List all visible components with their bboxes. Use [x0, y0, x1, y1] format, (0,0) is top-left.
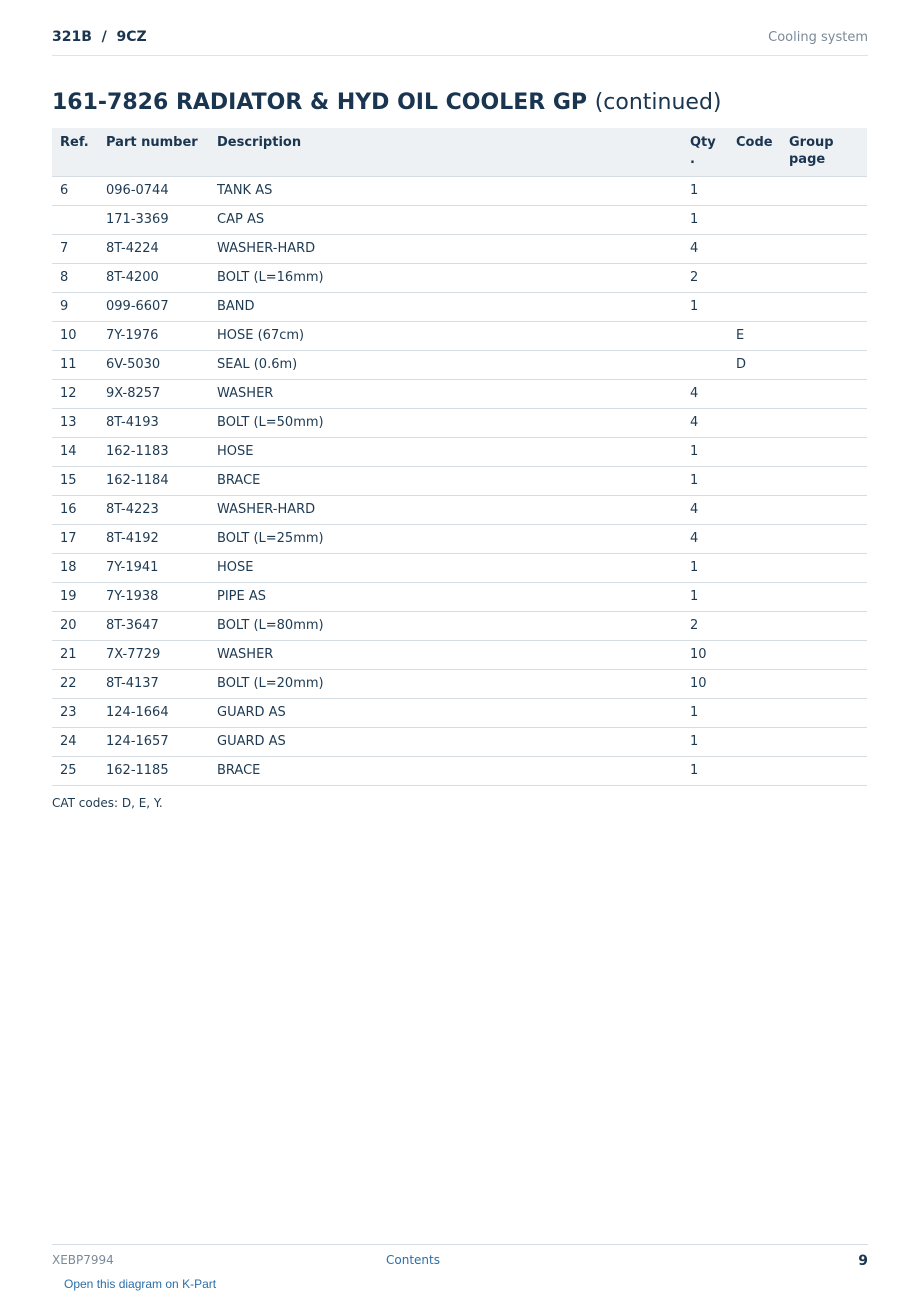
cell-ref: 16 — [52, 496, 98, 525]
cell-description: BOLT (L=16mm) — [209, 264, 682, 293]
cell-part-number: 7Y-1941 — [98, 554, 209, 583]
table-row — [52, 322, 867, 351]
cell-group-page — [781, 612, 867, 641]
cell-qty: 1 — [682, 293, 728, 322]
cell-code — [728, 583, 781, 612]
cell-part-number: 7Y-1938 — [98, 583, 209, 612]
cell-part-number: 6V-5030 — [98, 351, 209, 380]
table-row — [52, 583, 867, 612]
cell-group-page — [781, 554, 867, 583]
cell-description: SEAL (0.6m) — [209, 351, 682, 380]
cell-part-number: 7X-7729 — [98, 641, 209, 670]
cell-group-page — [781, 467, 867, 496]
table-header — [52, 128, 867, 177]
col-description: Description — [209, 128, 682, 177]
cell-group-page — [781, 525, 867, 554]
cell-description: BRACE — [209, 757, 682, 786]
table-row — [52, 409, 867, 438]
cell-description: HOSE (67cm) — [209, 322, 682, 351]
col-qty: Qty . — [682, 128, 728, 177]
cell-ref: 24 — [52, 728, 98, 757]
cell-qty: 4 — [682, 525, 728, 554]
col-group-page: Group page — [781, 128, 867, 177]
cell-ref: 11 — [52, 351, 98, 380]
table-row — [52, 351, 867, 380]
cell-group-page — [781, 728, 867, 757]
cell-qty: 1 — [682, 177, 728, 206]
cell-group-page — [781, 293, 867, 322]
cell-group-page — [781, 177, 867, 206]
cell-part-number: 096-0744 — [98, 177, 209, 206]
table-row — [52, 264, 867, 293]
cell-part-number: 124-1657 — [98, 728, 209, 757]
cell-description: BOLT (L=25mm) — [209, 525, 682, 554]
cell-part-number: 8T-4192 — [98, 525, 209, 554]
cell-description: BOLT (L=20mm) — [209, 670, 682, 699]
cell-code — [728, 438, 781, 467]
cell-ref: 15 — [52, 467, 98, 496]
cell-qty: 1 — [682, 583, 728, 612]
cell-code — [728, 641, 781, 670]
table-row — [52, 438, 867, 467]
cell-code: D — [728, 351, 781, 380]
cell-ref: 14 — [52, 438, 98, 467]
cell-qty — [682, 351, 728, 380]
table-row — [52, 496, 867, 525]
cell-code — [728, 525, 781, 554]
cell-qty: 2 — [682, 612, 728, 641]
parts-table — [52, 128, 867, 786]
table-row — [52, 206, 867, 235]
table-row — [52, 757, 867, 786]
cell-ref: 21 — [52, 641, 98, 670]
cell-part-number: 162-1183 — [98, 438, 209, 467]
cell-description: GUARD AS — [209, 699, 682, 728]
page-title — [52, 90, 722, 115]
cell-code — [728, 670, 781, 699]
cell-description: WASHER — [209, 641, 682, 670]
cell-ref: 18 — [52, 554, 98, 583]
cell-part-number: 8T-4200 — [98, 264, 209, 293]
table-row — [52, 293, 867, 322]
cell-group-page — [781, 409, 867, 438]
cell-qty: 2 — [682, 264, 728, 293]
page-footer — [52, 1244, 868, 1275]
cell-group-page — [781, 380, 867, 409]
table-row — [52, 380, 867, 409]
table-row — [52, 612, 867, 641]
group-title: 161-7826 RADIATOR & HYD OIL COOLER GP — [52, 90, 588, 115]
cell-ref: 6 — [52, 177, 98, 206]
contents-link[interactable]: Contents — [386, 1253, 440, 1267]
table-row — [52, 467, 867, 496]
cell-group-page — [781, 670, 867, 699]
cell-code — [728, 728, 781, 757]
kpart-link[interactable]: Open this diagram on K-Part — [64, 1277, 217, 1291]
doc-code: XEBP7994 — [52, 1253, 114, 1267]
doc-id: 321B / 9CZ — [52, 29, 147, 45]
cell-group-page — [781, 206, 867, 235]
cell-description: CAP AS — [209, 206, 682, 235]
cell-code — [728, 293, 781, 322]
cell-part-number: 099-6607 — [98, 293, 209, 322]
cell-part-number: 124-1664 — [98, 699, 209, 728]
cell-qty — [682, 322, 728, 351]
title-suffix: (continued) — [594, 90, 722, 115]
cat-codes-note: CAT codes: D, E, Y. — [52, 796, 163, 810]
cell-ref: 7 — [52, 235, 98, 264]
cell-part-number: 9X-8257 — [98, 380, 209, 409]
cell-qty: 4 — [682, 496, 728, 525]
cell-group-page — [781, 583, 867, 612]
cell-ref: 17 — [52, 525, 98, 554]
cell-code — [728, 380, 781, 409]
cell-group-page — [781, 699, 867, 728]
cell-ref: 25 — [52, 757, 98, 786]
cell-group-page — [781, 264, 867, 293]
cell-qty: 1 — [682, 699, 728, 728]
cell-part-number: 8T-3647 — [98, 612, 209, 641]
table-body — [52, 177, 867, 786]
cell-ref: 13 — [52, 409, 98, 438]
table-row — [52, 641, 867, 670]
cell-description: BOLT (L=50mm) — [209, 409, 682, 438]
cell-part-number: 7Y-1976 — [98, 322, 209, 351]
cell-group-page — [781, 351, 867, 380]
cell-ref — [52, 206, 98, 235]
cell-qty: 10 — [682, 670, 728, 699]
cell-description: BOLT (L=80mm) — [209, 612, 682, 641]
cell-ref: 22 — [52, 670, 98, 699]
cell-qty: 1 — [682, 728, 728, 757]
cell-ref: 8 — [52, 264, 98, 293]
cell-part-number: 8T-4224 — [98, 235, 209, 264]
cell-code — [728, 264, 781, 293]
cell-description: PIPE AS — [209, 583, 682, 612]
cell-ref: 19 — [52, 583, 98, 612]
cell-group-page — [781, 322, 867, 351]
cell-description: HOSE — [209, 554, 682, 583]
cell-part-number: 8T-4137 — [98, 670, 209, 699]
cell-qty: 4 — [682, 235, 728, 264]
cell-ref: 23 — [52, 699, 98, 728]
table-row — [52, 699, 867, 728]
cell-description: WASHER — [209, 380, 682, 409]
section-name: Cooling system — [768, 30, 868, 45]
page-number: 9 — [858, 1253, 868, 1269]
page-header — [52, 29, 868, 56]
cell-ref: 10 — [52, 322, 98, 351]
cell-code — [728, 206, 781, 235]
cell-qty: 1 — [682, 467, 728, 496]
cell-ref: 9 — [52, 293, 98, 322]
cell-code — [728, 554, 781, 583]
cell-code — [728, 612, 781, 641]
table-row — [52, 670, 867, 699]
cell-code: E — [728, 322, 781, 351]
col-part-number: Part number — [98, 128, 209, 177]
cell-part-number: 162-1185 — [98, 757, 209, 786]
col-code: Code — [728, 128, 781, 177]
table-row — [52, 728, 867, 757]
cell-qty: 4 — [682, 409, 728, 438]
cell-description: BRACE — [209, 467, 682, 496]
cell-qty: 1 — [682, 438, 728, 467]
cell-part-number: 162-1184 — [98, 467, 209, 496]
cell-code — [728, 757, 781, 786]
cell-group-page — [781, 438, 867, 467]
cell-code — [728, 177, 781, 206]
cell-group-page — [781, 496, 867, 525]
cell-description: TANK AS — [209, 177, 682, 206]
table-row — [52, 235, 867, 264]
cell-group-page — [781, 641, 867, 670]
cell-part-number: 8T-4193 — [98, 409, 209, 438]
cell-qty: 1 — [682, 554, 728, 583]
cell-part-number: 8T-4223 — [98, 496, 209, 525]
table-row — [52, 525, 867, 554]
cell-qty: 4 — [682, 380, 728, 409]
header-row — [52, 128, 867, 177]
cell-code — [728, 467, 781, 496]
cell-group-page — [781, 235, 867, 264]
cell-group-page — [781, 757, 867, 786]
cell-qty: 10 — [682, 641, 728, 670]
cell-description: BAND — [209, 293, 682, 322]
cell-code — [728, 235, 781, 264]
cell-description: WASHER-HARD — [209, 496, 682, 525]
cell-code — [728, 496, 781, 525]
cell-description: HOSE — [209, 438, 682, 467]
cell-code — [728, 699, 781, 728]
cell-description: WASHER-HARD — [209, 235, 682, 264]
cell-qty: 1 — [682, 757, 728, 786]
col-ref: Ref. — [52, 128, 98, 177]
cell-description: GUARD AS — [209, 728, 682, 757]
table-row — [52, 177, 867, 206]
cell-qty: 1 — [682, 206, 728, 235]
cell-ref: 20 — [52, 612, 98, 641]
table-row — [52, 554, 867, 583]
cell-ref: 12 — [52, 380, 98, 409]
cell-code — [728, 409, 781, 438]
cell-part-number: 171-3369 — [98, 206, 209, 235]
